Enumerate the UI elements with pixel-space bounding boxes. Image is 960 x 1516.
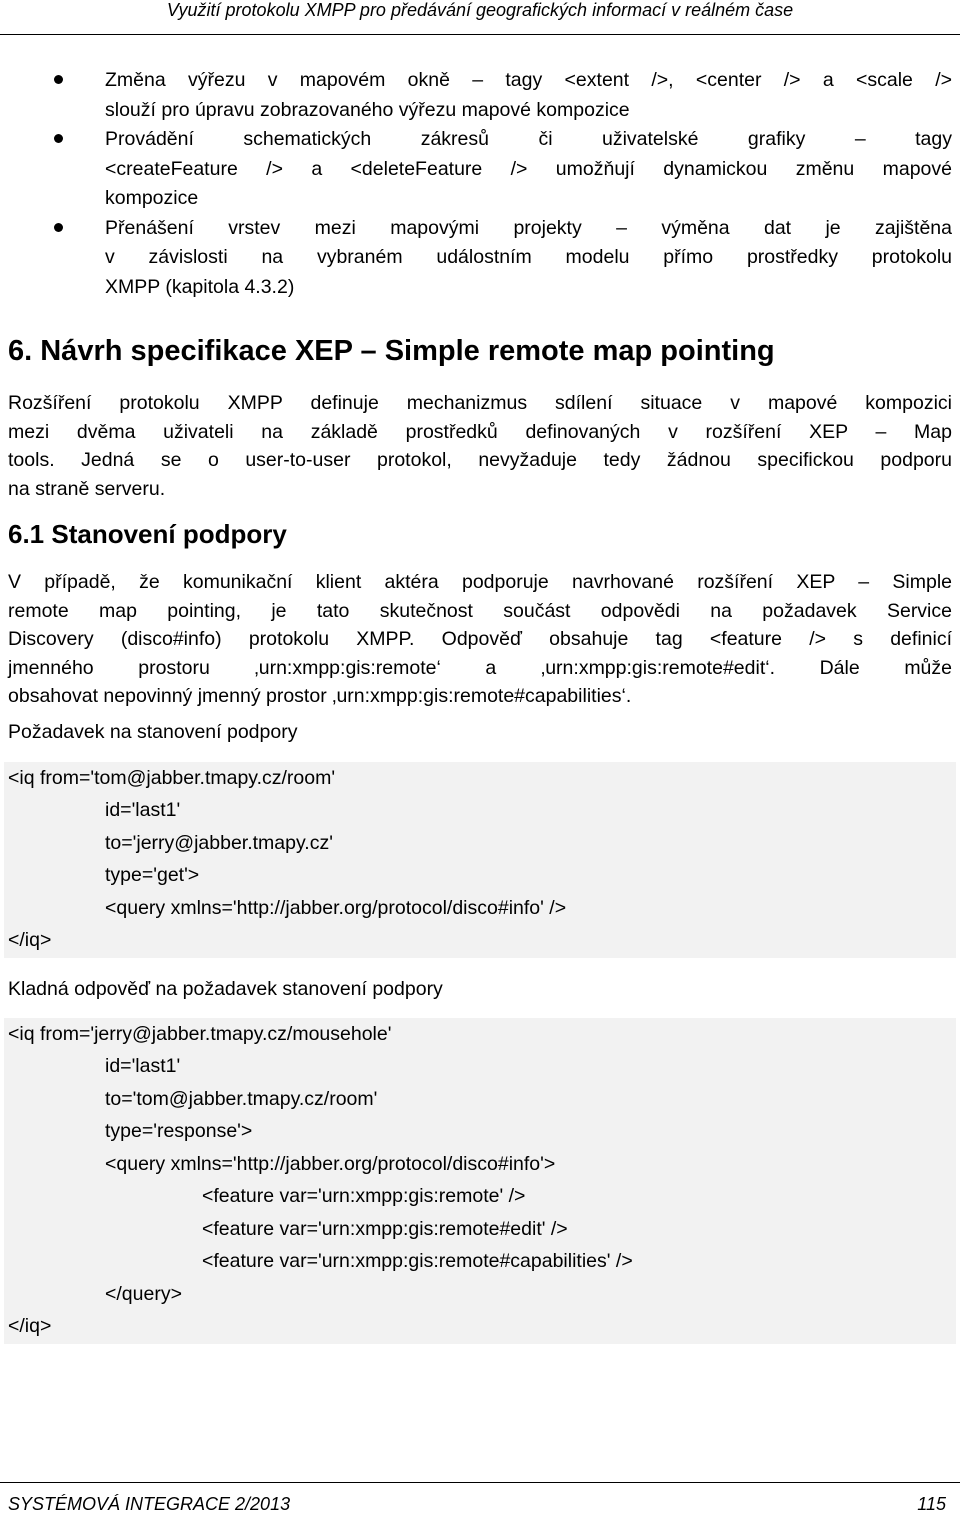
text-line: Discovery (disco#info) protokolu XMPP. Odpověď obsahuje tag <feature /> s definicí [8, 628, 952, 651]
code-line: <query xmlns='http://jabber.org/protocol/disco#info' /> [105, 897, 567, 919]
text-line: XMPP (kapitola 4.3.2) [105, 275, 295, 298]
list-item [0, 66, 960, 125]
text-line: <createFeature /> a <deleteFeature /> umožňují dynamickou změnu mapové [105, 157, 952, 180]
footer-divider [0, 1482, 960, 1483]
code-line: to='jerry@jabber.tmapy.cz' [105, 832, 333, 854]
running-title: Využití protokolu XMPP pro předávání geografických informací v reálném čase [166, 0, 794, 20]
code-line: </query> [105, 1283, 182, 1305]
code-line: <feature var='urn:xmpp:gis:remote#edit' /> [202, 1218, 568, 1240]
code-line: </iq> [8, 929, 52, 951]
request-label: Požadavek na stanovení podpory [8, 721, 298, 743]
bullet-text [105, 125, 952, 214]
journal-name: SYSTÉMOVÁ INTEGRACE 2/2013 [8, 1494, 291, 1514]
list-item [0, 214, 960, 303]
text-line: remote map pointing, je tato skutečnost součást odpovědi na požadavek Service [8, 599, 952, 622]
text-line: tools. Jedná se o user-to-user protokol, nevyžaduje tedy žádnou specifickou podporu [8, 449, 952, 472]
code-line: <query xmlns='http://jabber.org/protocol/disco#info'> [105, 1153, 556, 1175]
text-line: Provádění schematických zákresů či uživatelské grafiky – tagy [105, 128, 952, 150]
code-line: id='last1' [105, 1055, 181, 1077]
bullet-icon [54, 223, 63, 232]
running-header [0, 0, 960, 35]
code-line: type='get'> [105, 864, 200, 886]
bullet-list [0, 66, 960, 302]
code-line: to='tom@jabber.tmapy.cz/room' [105, 1088, 378, 1110]
code-line: <feature var='urn:xmpp:gis:remote' /> [202, 1185, 526, 1207]
subsection-body-paragraph [8, 568, 952, 711]
bullet-icon [54, 134, 63, 143]
section-intro-paragraph [8, 389, 952, 503]
code-line: <iq from='jerry@jabber.tmapy.cz/mousehole' [8, 1023, 392, 1045]
bullet-text [105, 66, 952, 125]
page-number: 115 [917, 1494, 946, 1514]
code-line: <iq from='tom@jabber.tmapy.cz/room' [8, 767, 336, 789]
bullet-icon [54, 75, 63, 84]
section-heading: 6. Návrh specifikace XEP – Simple remote map pointing [8, 335, 775, 367]
code-line: <feature var='urn:xmpp:gis:remote#capabilities' /> [202, 1250, 633, 1272]
text-line: Rozšíření protokolu XMPP definuje mechanizmus sdílení situace v mapové kompozici [8, 392, 952, 414]
text-line: na straně serveru. [8, 477, 166, 500]
request-code-block [4, 762, 956, 958]
text-line: V případě, že komunikační klient aktéra podporuje navrhované rozšíření XEP – Simple [8, 571, 952, 593]
text-line: mezi dvěma uživateli na základě prostředků definovaných v rozšíření XEP – Map [8, 420, 952, 443]
text-line: jmenného prostoru ‚urn:xmpp:gis:remote‘ a ‚urn:xmpp:gis:remote#edit‘. Dále může [8, 656, 952, 679]
text-line: Změna výřezu v mapovém okně – tagy <extent />, <center /> a <scale /> [105, 69, 952, 91]
text-line: slouží pro úpravu zobrazovaného výřezu mapové kompozice [105, 98, 630, 121]
subsection-heading: 6.1 Stanovení podpory [8, 519, 287, 549]
text-line: kompozice [105, 187, 199, 209]
text-line: v závislosti na vybraném událostním modelu přímo prostředky protokolu [105, 246, 952, 268]
code-line: id='last1' [105, 799, 181, 821]
text-line: Přenášení vrstev mezi mapovými projekty – výměna dat je zajištěna [105, 216, 952, 239]
list-item [0, 125, 960, 214]
code-line: </iq> [8, 1315, 52, 1337]
code-line: type='response'> [105, 1120, 253, 1142]
text-line: obsahovat nepovinný jmenný prostor ‚urn:xmpp:gis:remote#capabilities‘. [8, 685, 632, 708]
response-label: Kladná odpověď na požadavek stanovení podpory [8, 978, 443, 1000]
response-code-block [4, 1018, 956, 1344]
bullet-text [105, 214, 952, 303]
